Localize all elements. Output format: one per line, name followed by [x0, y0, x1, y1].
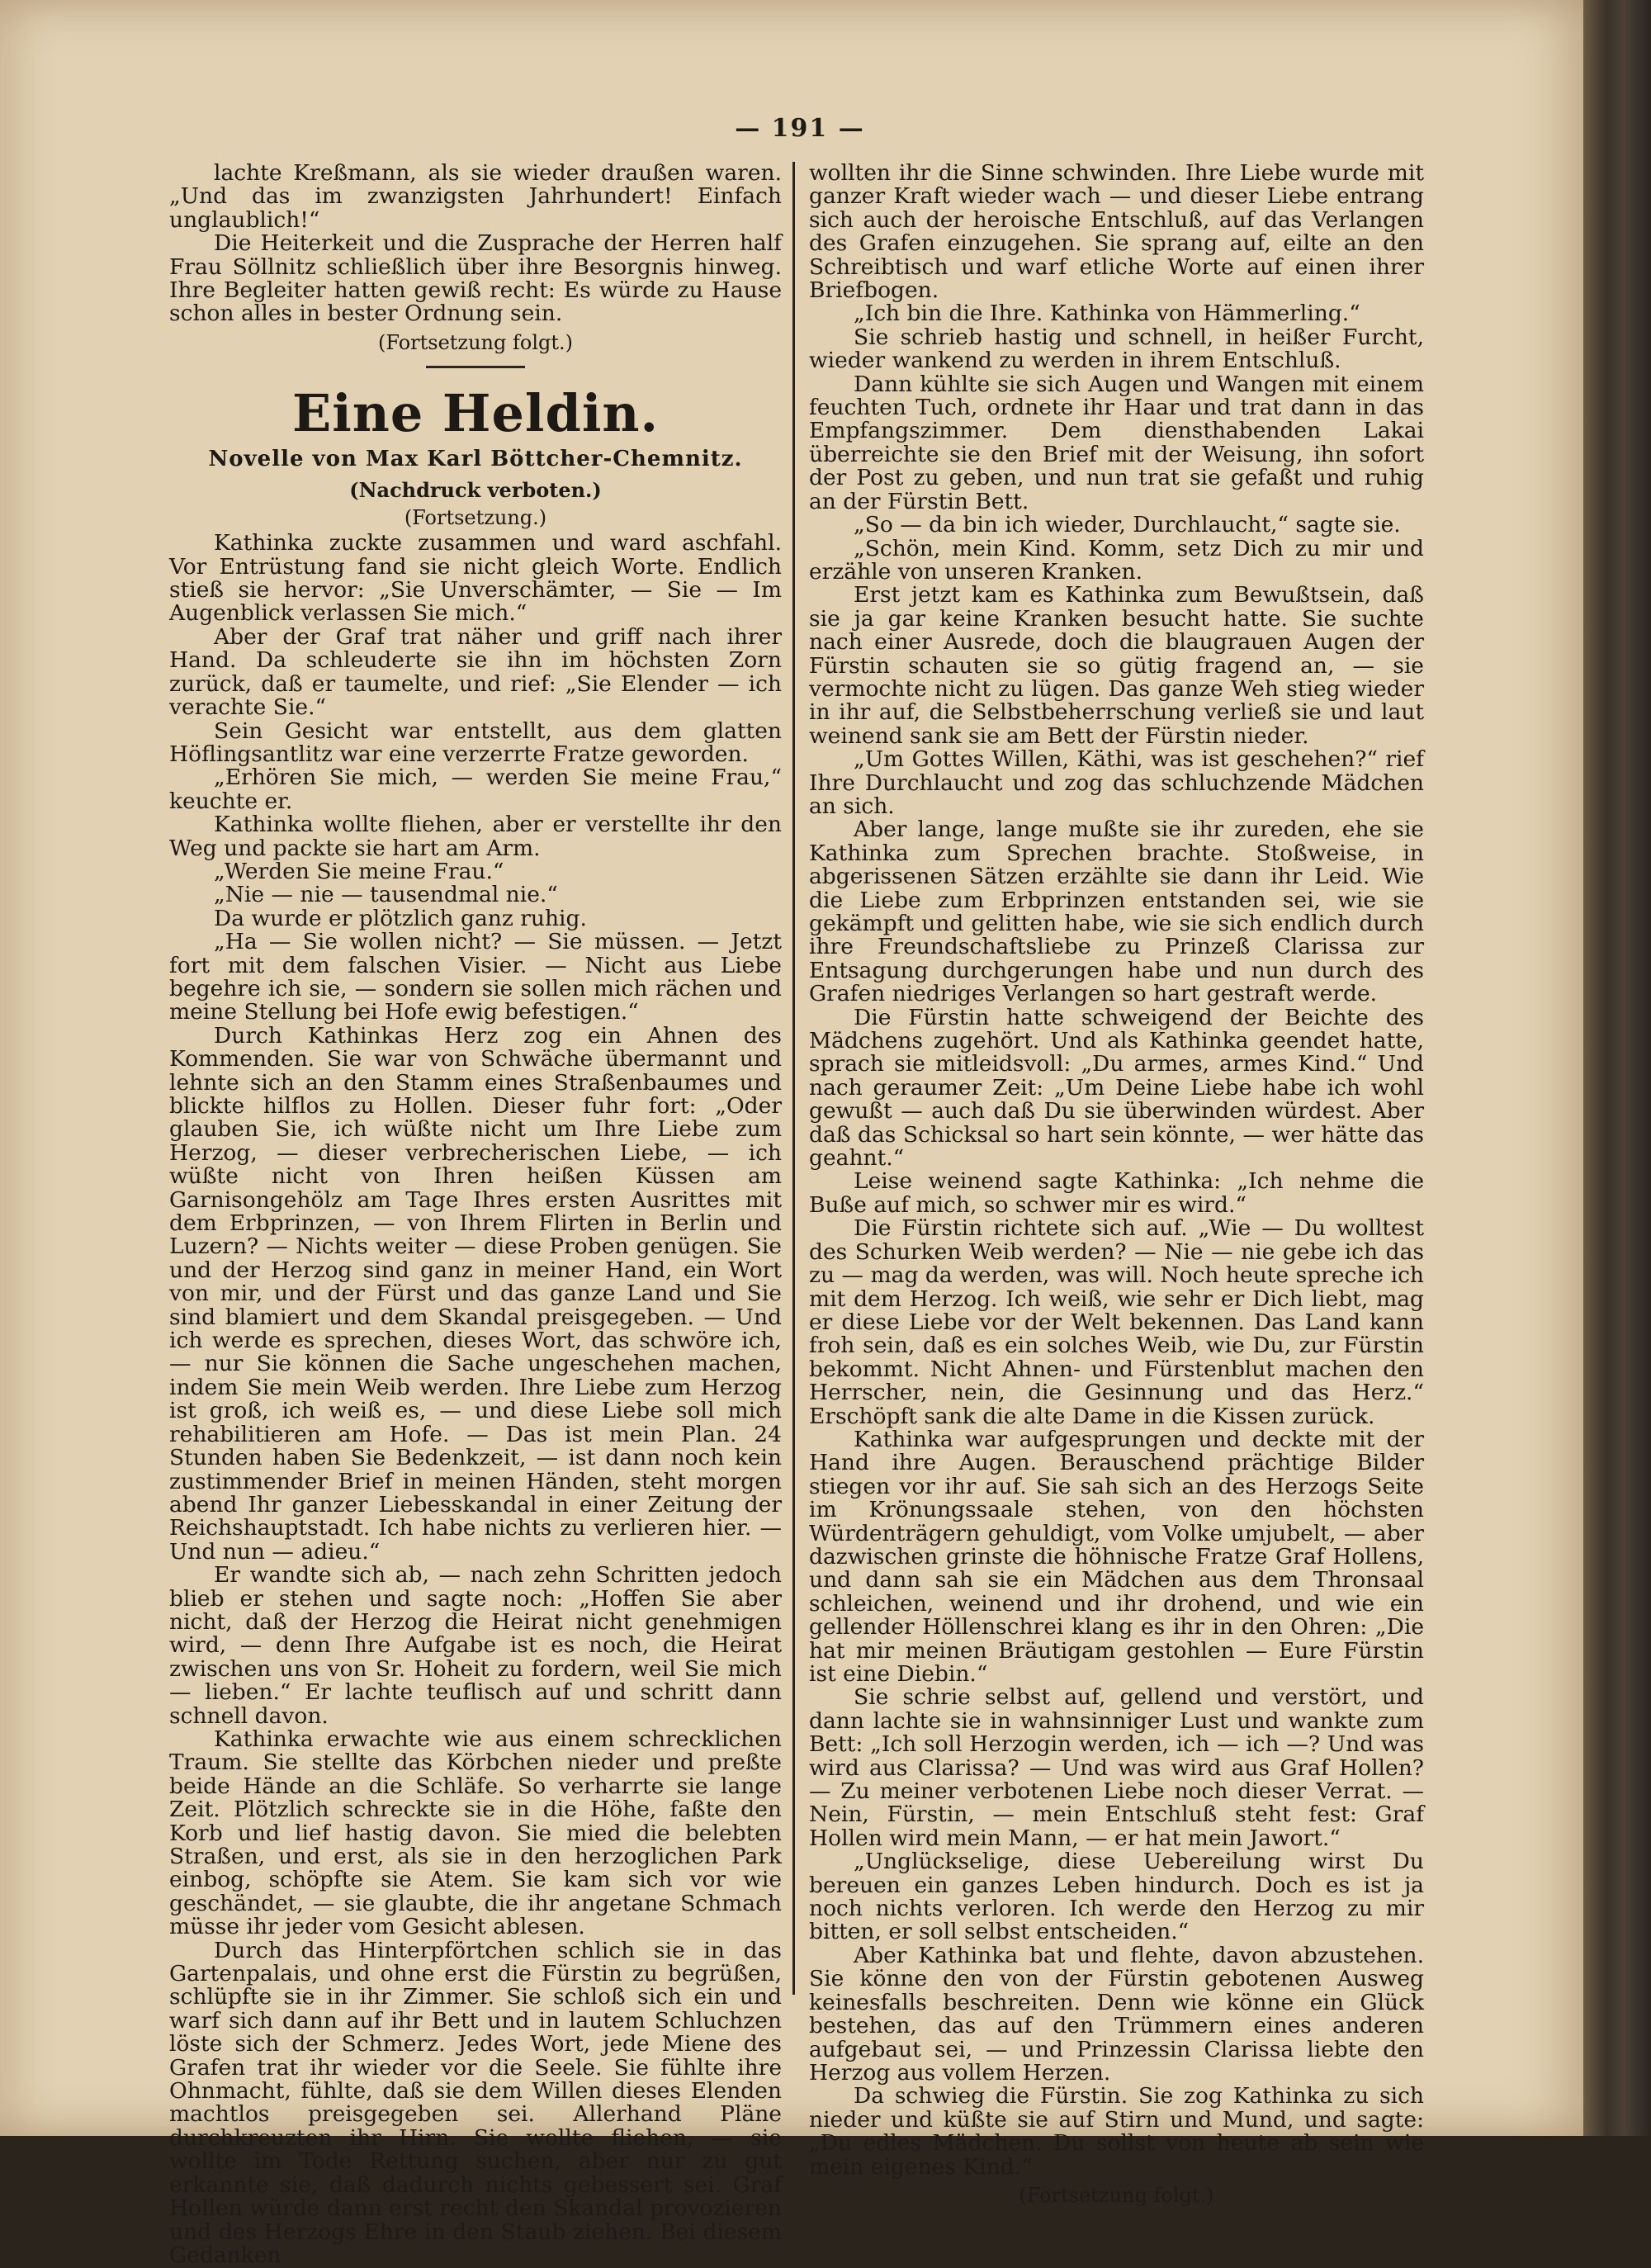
story-continued: (Fortsetzung folgt.) [1019, 2183, 1214, 2207]
story-paragraph: Kathinka war aufgesprungen und deckte mit der Hand ihre Augen. Berauschend prächtige Bilder stiegen vor ihr auf. Sie sah sich an des Herzogs Seite im Krönungssaale stehen, von den höchsten Würdenträgern gehuldigt, vom Volke umjubelt, — aber dazwischen grinste die höhnische Fratze Graf Hollens, und dann sah sie ein Mädchen aus dem Thronsaal schleichen, weinend und ihr drohend, und wie ein gellender Höllenschrei klang es ihr in den Ohren: „Die hat mir meinen Bräutigam gestohlen — Eure Fürstin ist eine Diebin.“ [809, 1426, 1424, 1687]
prev-story-continued: (Fortsetzung folgt.) [378, 330, 573, 354]
prev-story-paragraph: lachte Kreßmann, als sie wieder draußen waren. „Und das im zwanzigsten Jahrhundert! Einfach unglaublich!“ [169, 160, 782, 233]
story-paragraph: Aber Kathinka bat und flehte, davon abzustehen. Sie könne den von der Fürstin gebotenen Ausweg keinesfalls beschreiten. Denn wie könne ein Glück bestehen, das auf den Trümmern eines anderen aufgebaut sei, — und Prinzessin Clarissa liebte den Herzog aus vollem Herzen. [809, 1942, 1424, 2086]
byline: Novelle von Max Karl Böttcher-Chemnitz. [208, 447, 743, 472]
story-paragraph: „Ich bin die Ihre. Kathinka von Hämmerling.“ [854, 301, 1360, 327]
story-paragraph: Sein Gesicht war entstellt, aus dem glatten Höflingsantlitz war eine verzerrte Fratze geworden. [169, 717, 782, 767]
story-paragraph: Kathinka wollte fliehen, aber er verstellte ihr den Weg und packte sie hart am Arm. [169, 812, 782, 861]
column-divider [792, 162, 795, 1995]
story-paragraph: Sie schrie selbst auf, gellend und verstört, und dann lachte sie in wahnsinniger Lust und wankte zum Bett: „Ich soll Herzogin werden, ich — ich —? Und was wird aus Clarissa? — Und was wird aus Graf Hollen? — Zu meiner verbotenen Liebe noch dieser Verrat. — Nein, Fürstin, — mein Entschluß steht fest: Graf Hollen wird mein Mann, — er hat mein Jawort.“ [809, 1684, 1424, 1851]
story-paragraph: Die Fürstin richtete sich auf. „Wie — Du wolltest des Schurken Weib werden? — Nie — nie gebe ich das zu — mag da werden, was will. Noch heute spreche ich mit dem Herzog. Ich weiß, wie sehr er Dich liebt, mag er diese Liebe vor der Welt bekennen. Das Land kann froh sein, daß es ein solches Weib, wie Du, zur Fürstin bekommt. Nicht Ahnen- und Fürstenblut machen den Herrscher, nein, die Gesinnung und das Herz.“ Erschöpft sank die alte Dame in die Kissen zurück. [809, 1215, 1424, 1429]
story-paragraph: Kathinka erwachte wie aus einem schrecklichen Traum. Sie stellte das Körbchen nieder und preßte beide Hände an die Schläfe. So verharrte sie lange Zeit. Plötzlich schreckte sie in die Höhe, faßte den Korb und lief hastig davon. Sie mied die belebten Straßen, und erst, als sie in den herzoglichen Park einbog, schöpfte sie Atem. Sie kam sich vor wie geschändet, — sie glaubte, die ihr angetane Schmach müsse ihr jeder vom Gesicht ablesen. [169, 1726, 782, 1940]
story-paragraph: Dann kühlte sie sich Augen und Wangen mit einem feuchten Tuch, ordnete ihr Haar und trat dann in das Empfangszimmer. Dem diensthabenden Lakai überreichte sie den Brief mit der Weisung, ihn sofort der Post zu geben, und nun trat sie gefaßt und ruhig an der Fürstin Bett. [809, 371, 1424, 514]
story-paragraph: wollten ihr die Sinne schwinden. Ihre Liebe wurde mit ganzer Kraft wieder wach — und dieser Liebe entrang sich auch der heroische Entschluß, auf das Verlangen des Grafen einzugehen. Sie sprang auf, eilte an den Schreibtisch und warf etliche Worte auf einen ihrer Briefbogen. [809, 160, 1424, 304]
story-paragraph: Aber lange, lange mußte sie ihr zureden, ehe sie Kathinka zum Sprechen brachte. Stoßweise, in abgerissenen Sätzen erzählte sie dann ihr Leid. Wie die Liebe zum Erbprinzen entstanden sei, wie sie gekämpft und gelitten habe, wie sie sich endlich durch ihre Freundschaftsliebe zu Prinzeß Clarissa zur Entsagung durchgerungen habe und nun durch des Grafen niedriges Verlangen so hart gestraft werde. [809, 817, 1424, 1007]
prev-story-paragraph: Die Heiterkeit und die Zusprache der Herren half Frau Söllnitz schließlich über ihre Besorgnis hinweg. Ihre Begleiter hatten gewiß recht: Es würde zu Hause schon alles in bester Ordnung sein. [169, 230, 782, 327]
page-number: — 191 — [735, 114, 865, 143]
book-spine [1583, 0, 1651, 2136]
story-paragraph: Aber der Graf trat näher und griff nach ihrer Hand. Da schleuderte sie ihn im höchsten Zorn zurück, daß er taumelte, und rief: „Sie Elender — ich verachte Sie.“ [169, 623, 782, 721]
story-paragraph: „Um Gottes Willen, Käthi, was ist geschehen?“ rief Ihre Durchlaucht und zog das schluchzende Mädchen an sich. [809, 746, 1424, 819]
story-paragraph: „Unglückselige, diese Uebereilung wirst Du bereuen ein ganzes Leben hindurch. Doch es ist ja noch nichts verloren. Ich werde den Herzog zu mir bitten, er soll selbst entscheiden.“ [809, 1849, 1424, 1945]
story-paragraph: „Werden Sie meine Frau.“ [214, 858, 504, 884]
story-paragraph: „Ha — Sie wollen nicht? — Sie müssen. — Jetzt fort mit dem falschen Visier. — Nicht aus Liebe begehre ich sie, — sondern sie sollen mich rächen und meine Stellung bei Hofe ewig befestigen.“ [169, 929, 782, 1025]
story-paragraph: Die Fürstin hatte schweigend der Beichte des Mädchens zugehört. Und als Kathinka geendet hatte, sprach sie mitleidsvoll: „Du armes, armes Kind.“ Und nach geraumer Zeit: „Um Deine Liebe habe ich wohl gewußt — auch daß Du sie überwinden würdest. Aber daß das Schicksal so hart sein könnte, — wer hätte das geahnt.“ [809, 1004, 1424, 1172]
right-column [809, 162, 1424, 2207]
story-paragraph: „Nie — nie — tausendmal nie.“ [214, 882, 558, 908]
section-rule [426, 366, 525, 368]
story-paragraph: „Schön, mein Kind. Komm, setz Dich zu mir und erzähle von unseren Kranken. [809, 535, 1424, 585]
story-paragraph: Erst jetzt kam es Kathinka zum Bewußtsein, daß sie ja gar keine Kranken besucht hatte. Sie suchte nach einer Ausrede, doch die blaugrauen Augen der Fürstin schauten sie so gütig fragend an, — sie vermochte nicht zu lügen. Das ganze Weh stieg wieder in ihr auf, die Selbstbeherrschung verließ sie und laut weinend sank sie am Bett der Fürstin nieder. [809, 582, 1424, 749]
story-paragraph: Durch Kathinkas Herz zog ein Ahnen des Kommenden. Sie war von Schwäche übermannt und lehnte sich an den Stamm eines Straßenbaumes und blickte hilflos zu Hollen. Dieser fuhr fort: „Oder glauben Sie, ich wüßte nicht um Ihre Liebe zum Herzog, — dieser verbrecherischen Liebe, — ich wüßte nicht von Ihren heißen Küssen am Garnisongehölz am Tage Ihres ersten Ausrittes mit dem Erbprinzen, — von Ihrem Flirten in Berlin und Luzern? — Nichts weiter — diese Proben genügen. Sie und der Herzog sind ganz in meiner Hand, ein Wort von mir, und der Fürst und das ganze Land und Sie sind blamiert und dem Skandal preisgegeben. — Und ich werde es sprechen, dieses Wort, das schwöre ich, — nur Sie können die Sache ungeschehen machen, indem Sie mein Weib werden. Ihre Liebe zum Herzog ist groß, ich weiß es, — und diese Liebe soll mich rehabilitieren am Hofe. — Das ist mein Plan. 24 Stunden haben Sie Bedenkzeit, — ist dann noch kein zustimmender Brief in meinen Händen, steht morgen abend Ihr ganzer Liebesskandal in einer Zeitung der Reichshauptstadt. Ich habe nichts zu verlieren hier. — Und nun — adieu.“ [169, 1022, 782, 1565]
story-paragraph: Kathinka zuckte zusammen und ward aschfahl. Vor Entrüstung fand sie nicht gleich Worte. Endlich stieß sie hervor: „Sie Unverschämter, — Sie — Im Augenblick verlassen Sie mich.“ [169, 530, 782, 627]
continuation-note: (Fortsetzung.) [404, 506, 547, 530]
story-paragraph: Da schwieg die Fürstin. Sie zog Kathinka zu sich nieder und küßte sie auf Stirn und Mund, und sagte: „Du edles Mädchen. Du sollst von heute ab sein wie mein eigenes Kind.“ [809, 2083, 1424, 2180]
left-column [169, 162, 782, 2267]
story-paragraph: Da wurde er plötzlich ganz ruhig. [214, 905, 587, 931]
story-paragraph: Leise weinend sagte Kathinka: „Ich nehme die Buße auf mich, so schwer mir es wird.“ [809, 1168, 1424, 1218]
reprint-note: (Nachdruck verboten.) [349, 478, 602, 503]
story-paragraph: Sie schrieb hastig und schnell, in heißer Furcht, wieder wankend zu werden in ihrem Entschluß. [809, 324, 1424, 374]
story-paragraph: „Erhören Sie mich, — werden Sie meine Frau,“ keuchte er. [169, 765, 782, 814]
story-paragraph: Durch das Hinterpförtchen schlich sie in das Gartenpalais, und ohne erst die Fürstin zu begrüßen, schlüpfte sie in ihr Zimmer. Sie schloß sich ein und warf sich dann auf ihr Bett und in lautem Schluchzen löste sich der Schmerz. Jedes Wort, jede Miene des Grafen trat ihr wieder vor die Seele. Sie fühlte ihre Ohnmacht, fühlte, daß sie dem Willen dieses Elenden machtlos preisgegeben sei. Allerhand Pläne durchkreuzten ihr Hirn. Sie wollte fliehen, — sie wollte im Tode Rettung suchen, aber nur zu gut erkannte sie, daß dadurch nichts gebessert sei. Graf Hollen würde dann erst recht den Skandal provozieren und des Herzogs Ehre in den Staub ziehen. Bei diesem Gedanken [169, 1937, 782, 2268]
story-paragraph: Er wandte sich ab, — nach zehn Schritten jedoch blieb er stehen und sagte noch: „Hoffen Sie aber nicht, daß der Herzog die Heirat nicht genehmigen wird, — denn Ihre Aufgabe ist es noch, die Heirat zwischen uns von Sr. Hoheit zu fordern, weil Sie mich — lieben.“ Er lachte teuflisch auf und schritt dann schnell davon. [169, 1562, 782, 1729]
story-title: Eine Heldin. [291, 383, 660, 444]
story-paragraph: „So — da bin ich wieder, Durchlaucht,“ sagte sie. [854, 512, 1401, 538]
